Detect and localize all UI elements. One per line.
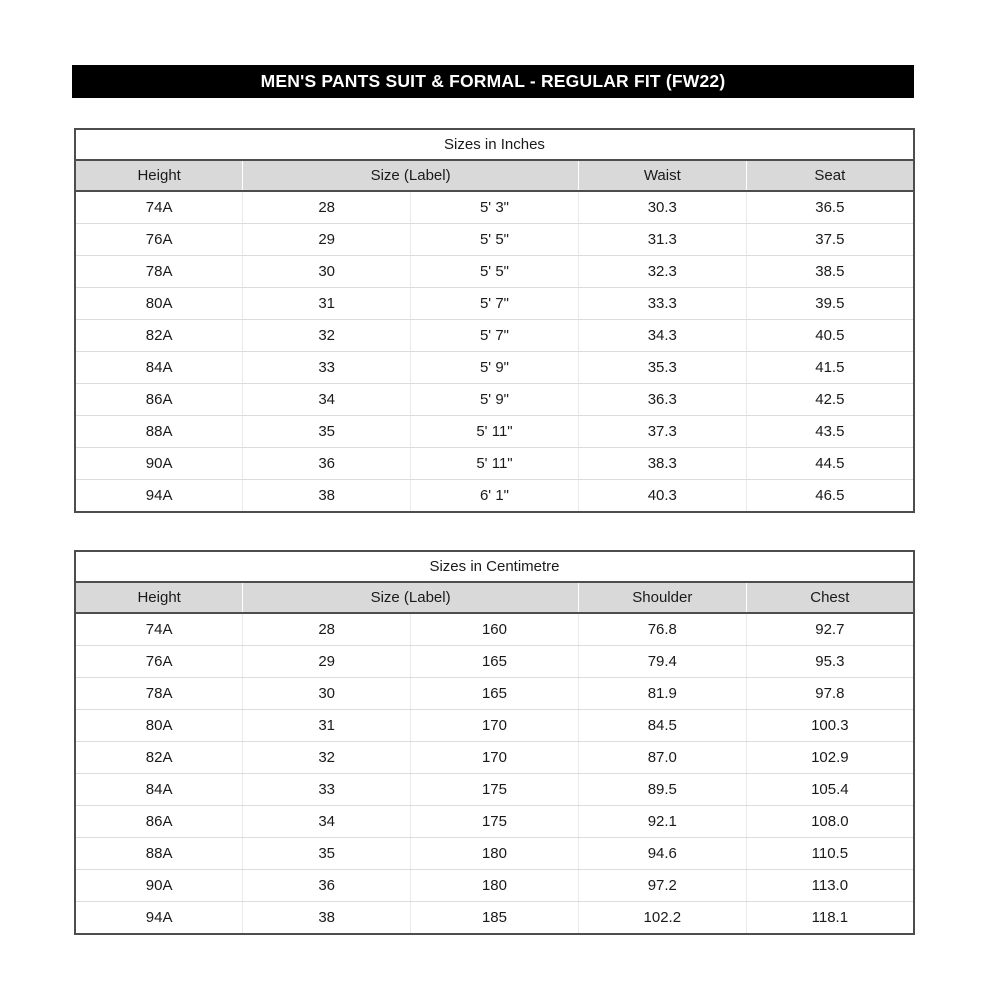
seat-cell: 42.5 xyxy=(746,384,914,416)
table-header-row xyxy=(75,160,914,191)
table-row xyxy=(75,710,914,742)
column-header-seat: Seat xyxy=(746,160,914,191)
shoulder-cell: 84.5 xyxy=(578,710,746,742)
table-row xyxy=(75,416,914,448)
seat-cell: 39.5 xyxy=(746,288,914,320)
size-number-cell: 29 xyxy=(243,646,411,678)
seat-cell: 40.5 xyxy=(746,320,914,352)
size-number-cell: 38 xyxy=(243,902,411,935)
height-cell: 86A xyxy=(75,806,243,838)
shoulder-cell: 97.2 xyxy=(578,870,746,902)
table-header-row xyxy=(75,582,914,613)
size-measure-cell: 175 xyxy=(411,774,579,806)
sizes-in-inches-table xyxy=(74,128,915,513)
height-cell: 88A xyxy=(75,416,243,448)
height-cell: 90A xyxy=(75,448,243,480)
table-row xyxy=(75,806,914,838)
chest-cell: 113.0 xyxy=(746,870,914,902)
size-number-cell: 30 xyxy=(243,678,411,710)
table-row xyxy=(75,191,914,224)
waist-cell: 37.3 xyxy=(578,416,746,448)
height-cell: 84A xyxy=(75,352,243,384)
waist-cell: 33.3 xyxy=(578,288,746,320)
table-row xyxy=(75,256,914,288)
waist-cell: 38.3 xyxy=(578,448,746,480)
size-measure-cell: 5' 5" xyxy=(411,224,579,256)
shoulder-cell: 79.4 xyxy=(578,646,746,678)
size-measure-cell: 5' 7" xyxy=(411,320,579,352)
size-number-cell: 34 xyxy=(243,384,411,416)
size-number-cell: 31 xyxy=(243,710,411,742)
height-cell: 94A xyxy=(75,480,243,513)
shoulder-cell: 102.2 xyxy=(578,902,746,935)
size-number-cell: 33 xyxy=(243,352,411,384)
table-row xyxy=(75,838,914,870)
chest-cell: 92.7 xyxy=(746,613,914,646)
size-measure-cell: 5' 9" xyxy=(411,384,579,416)
waist-cell: 31.3 xyxy=(578,224,746,256)
waist-cell: 30.3 xyxy=(578,191,746,224)
size-number-cell: 33 xyxy=(243,774,411,806)
shoulder-cell: 92.1 xyxy=(578,806,746,838)
height-cell: 74A xyxy=(75,191,243,224)
size-number-cell: 36 xyxy=(243,448,411,480)
waist-cell: 32.3 xyxy=(578,256,746,288)
chart-title-bar xyxy=(72,65,914,98)
size-measure-cell: 185 xyxy=(411,902,579,935)
column-header-size-label: Size (Label) xyxy=(243,582,579,613)
height-cell: 78A xyxy=(75,256,243,288)
size-measure-cell: 175 xyxy=(411,806,579,838)
table-row xyxy=(75,224,914,256)
size-number-cell: 30 xyxy=(243,256,411,288)
table-row xyxy=(75,448,914,480)
seat-cell: 36.5 xyxy=(746,191,914,224)
table-row xyxy=(75,902,914,935)
chest-cell: 95.3 xyxy=(746,646,914,678)
size-number-cell: 35 xyxy=(243,416,411,448)
height-cell: 76A xyxy=(75,646,243,678)
height-cell: 88A xyxy=(75,838,243,870)
size-number-cell: 28 xyxy=(243,613,411,646)
height-cell: 78A xyxy=(75,678,243,710)
height-cell: 76A xyxy=(75,224,243,256)
height-cell: 82A xyxy=(75,320,243,352)
chest-cell: 118.1 xyxy=(746,902,914,935)
seat-cell: 41.5 xyxy=(746,352,914,384)
size-measure-cell: 5' 11" xyxy=(411,448,579,480)
height-cell: 80A xyxy=(75,710,243,742)
height-cell: 94A xyxy=(75,902,243,935)
chest-cell: 110.5 xyxy=(746,838,914,870)
seat-cell: 37.5 xyxy=(746,224,914,256)
size-measure-cell: 180 xyxy=(411,838,579,870)
height-cell: 84A xyxy=(75,774,243,806)
chest-cell: 105.4 xyxy=(746,774,914,806)
table-row xyxy=(75,870,914,902)
column-header-waist: Waist xyxy=(578,160,746,191)
chest-cell: 97.8 xyxy=(746,678,914,710)
size-measure-cell: 5' 3" xyxy=(411,191,579,224)
table-caption-row xyxy=(75,129,914,160)
size-measure-cell: 5' 7" xyxy=(411,288,579,320)
shoulder-cell: 89.5 xyxy=(578,774,746,806)
table-row xyxy=(75,288,914,320)
seat-cell: 38.5 xyxy=(746,256,914,288)
shoulder-cell: 81.9 xyxy=(578,678,746,710)
size-measure-cell: 165 xyxy=(411,646,579,678)
size-measure-cell: 5' 11" xyxy=(411,416,579,448)
size-number-cell: 34 xyxy=(243,806,411,838)
size-measure-cell: 165 xyxy=(411,678,579,710)
seat-cell: 44.5 xyxy=(746,448,914,480)
seat-cell: 43.5 xyxy=(746,416,914,448)
chart-title: MEN'S PANTS SUIT & FORMAL - REGULAR FIT (FW22) xyxy=(260,71,726,91)
size-measure-cell: 5' 5" xyxy=(411,256,579,288)
size-measure-cell: 170 xyxy=(411,742,579,774)
table-caption-row xyxy=(75,551,914,582)
height-cell: 90A xyxy=(75,870,243,902)
height-cell: 86A xyxy=(75,384,243,416)
height-cell: 74A xyxy=(75,613,243,646)
table-row xyxy=(75,384,914,416)
height-cell: 82A xyxy=(75,742,243,774)
table-caption: Sizes in Centimetre xyxy=(75,551,914,582)
waist-cell: 34.3 xyxy=(578,320,746,352)
centimetre-table-body xyxy=(75,613,914,934)
chest-cell: 100.3 xyxy=(746,710,914,742)
table-row xyxy=(75,678,914,710)
waist-cell: 40.3 xyxy=(578,480,746,513)
column-header-height: Height xyxy=(75,582,243,613)
sizes-in-centimetre-table xyxy=(74,550,915,935)
waist-cell: 36.3 xyxy=(578,384,746,416)
table-row xyxy=(75,613,914,646)
size-measure-cell: 6' 1" xyxy=(411,480,579,513)
table-row xyxy=(75,352,914,384)
table-row xyxy=(75,646,914,678)
waist-cell: 35.3 xyxy=(578,352,746,384)
column-header-shoulder: Shoulder xyxy=(578,582,746,613)
table-row xyxy=(75,320,914,352)
table-row xyxy=(75,742,914,774)
seat-cell: 46.5 xyxy=(746,480,914,513)
column-header-chest: Chest xyxy=(746,582,914,613)
size-number-cell: 31 xyxy=(243,288,411,320)
column-header-height: Height xyxy=(75,160,243,191)
size-measure-cell: 160 xyxy=(411,613,579,646)
size-number-cell: 32 xyxy=(243,320,411,352)
size-measure-cell: 170 xyxy=(411,710,579,742)
size-number-cell: 38 xyxy=(243,480,411,513)
size-number-cell: 32 xyxy=(243,742,411,774)
table-row xyxy=(75,480,914,513)
shoulder-cell: 76.8 xyxy=(578,613,746,646)
size-number-cell: 35 xyxy=(243,838,411,870)
size-number-cell: 29 xyxy=(243,224,411,256)
chest-cell: 108.0 xyxy=(746,806,914,838)
size-measure-cell: 5' 9" xyxy=(411,352,579,384)
table-caption: Sizes in Inches xyxy=(75,129,914,160)
height-cell: 80A xyxy=(75,288,243,320)
chest-cell: 102.9 xyxy=(746,742,914,774)
shoulder-cell: 87.0 xyxy=(578,742,746,774)
table-row xyxy=(75,774,914,806)
column-header-size-label: Size (Label) xyxy=(243,160,579,191)
size-measure-cell: 180 xyxy=(411,870,579,902)
shoulder-cell: 94.6 xyxy=(578,838,746,870)
size-number-cell: 28 xyxy=(243,191,411,224)
size-number-cell: 36 xyxy=(243,870,411,902)
inches-table-body xyxy=(75,191,914,512)
